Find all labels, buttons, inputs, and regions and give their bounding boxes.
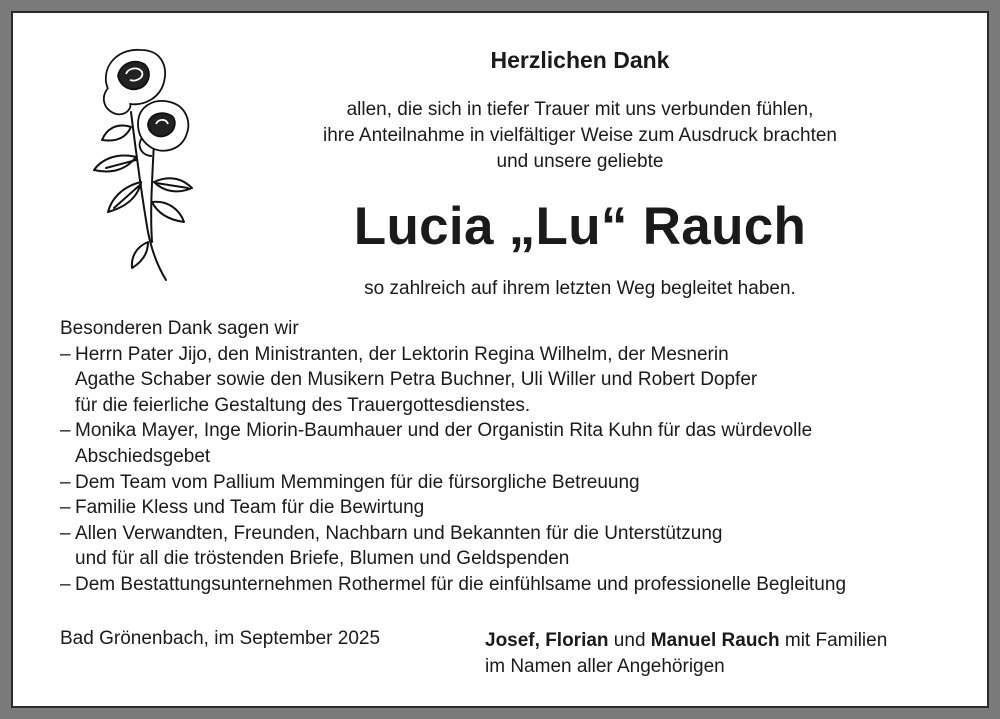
escort-line: so zahlreich auf ihrem letzten Weg begleitet haben. (364, 278, 796, 299)
place-date: Bad Grönenbach, im September 2025 (60, 628, 381, 649)
thanks-item-text: Herrn Pater Jijo, den Ministranten, der Lektorin Regina Wilhelm, der Mesnerin (75, 343, 729, 365)
signature (485, 628, 887, 680)
dash: – (60, 573, 71, 595)
signature-names (485, 628, 887, 654)
thanks-item-text: Familie Kless und Team für die Bewirtung (75, 497, 425, 519)
dash: – (60, 497, 71, 519)
heading: Herzlichen Dank (490, 47, 670, 73)
thanks-item (60, 418, 846, 444)
thanks-item (60, 572, 846, 598)
thanks-intro: Besonderen Dank sagen wir (60, 318, 299, 339)
thanks-item-continuation: Agathe Schaber sowie den Musikern Petra Buchner, Uli Willer und Robert Dopfer (75, 369, 758, 391)
roses-illustration (86, 42, 206, 284)
thanks-item-continuation: Abschiedsgebet (75, 445, 211, 467)
dash: – (60, 522, 71, 544)
dash: – (60, 471, 71, 493)
signature-line2: im Namen aller Angehörigen (485, 656, 725, 677)
intro-line: und unsere geliebte (496, 151, 664, 172)
signature-names-a: Josef, Florian (485, 630, 609, 651)
thanks-item-text: Monika Mayer, Inge Miorin-Baumhauer und der Organistin Rita Kuhn für das würdevolle (75, 420, 813, 442)
thanks-item-continuation: für die feierliche Gestaltung des Trauergottesdienstes. (75, 394, 531, 416)
intro-line: ihre Anteilnahme in vielfältiger Weise zum Ausdruck brachten (323, 125, 837, 146)
thanks-item-continuation: und für all die tröstenden Briefe, Blumen und Geldspenden (75, 548, 570, 570)
signature-suffix: mit Familien (779, 630, 888, 651)
dash: – (60, 343, 71, 365)
thanks-item (60, 495, 846, 521)
thanks-item-text: Allen Verwandten, Freunden, Nachbarn und Bekannten für die Unterstützung (75, 522, 723, 544)
thanks-item (60, 470, 846, 496)
deceased-name: Lucia „Lu“ Rauch (353, 197, 807, 256)
dash: – (60, 420, 71, 442)
thanks-item-text: Dem Bestattungsunternehmen Rothermel für die einfühlsame und professionelle Begleitung (75, 573, 847, 595)
intro-line: allen, die sich in tiefer Trauer mit uns verbunden fühlen, (346, 99, 814, 120)
thanks-section (60, 316, 846, 598)
thanks-item-text: Dem Team vom Pallium Memmingen für die fürsorgliche Betreuung (75, 471, 640, 493)
signature-names-b: Manuel Rauch (650, 630, 780, 651)
thanks-item (60, 521, 846, 547)
signature-conj: und (608, 630, 651, 651)
thanks-item (60, 342, 846, 368)
intro-text (230, 97, 930, 175)
